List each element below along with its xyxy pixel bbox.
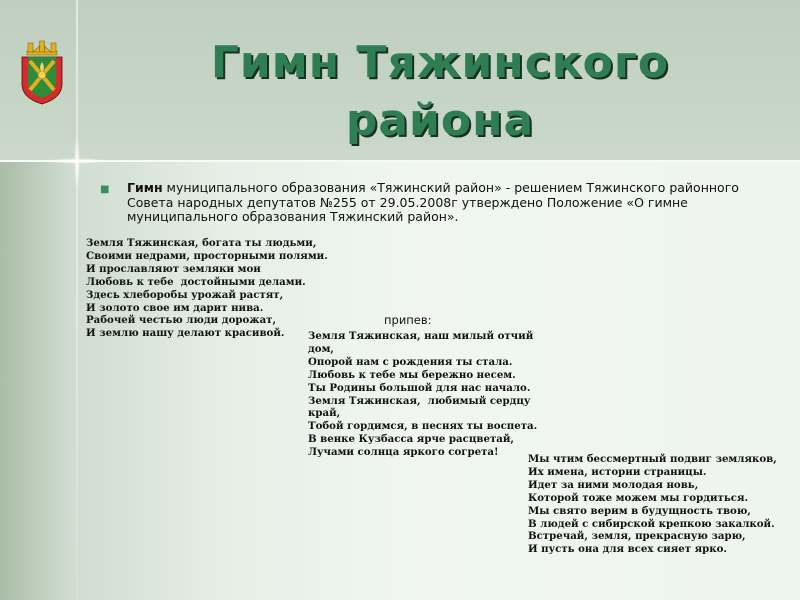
chorus-line: Любовь к тебе мы бережно несем. [308,368,516,381]
intro-body: муниципального образования «Тяжинский район» - решением Тяжинского районного Совета народных депутатов №255 от 29.05.2008г утверждено Положение «О гимне муниципального образования Тяжинский район». [127,180,739,224]
verse-2 [528,453,777,556]
verse-2-line: Мы чтим бессмертный подвиг земляков, [528,453,777,465]
coat-of-arms-icon [18,40,66,106]
verse-2-line: Идет за ними молодая новь, [528,478,699,491]
verse-1-line: И землю нашу делают красивой. [86,327,285,340]
chorus-line: край, [308,407,341,420]
decorative-vertical-line [76,0,78,600]
chorus-line: Земля Тяжинская, любимый сердцу [308,394,531,407]
verse-1-line: И золото свое им дарит нива. [86,301,264,314]
page-title [140,34,740,150]
chorus-line: Ты Родины большой для нас начало. [308,381,531,394]
verse-2-line: Их имена, истории страницы. [528,465,707,478]
verse-1-line: Рабочей честью люди дорожат, [86,314,277,327]
verse-1 [86,237,328,340]
verse-1-line: Здесь хлеборобы урожай растят, [86,288,284,301]
crown-icon [27,41,57,55]
verse-2-line: И пусть она для всех сияет ярко. [528,543,727,556]
chorus-line: дом, [308,342,334,355]
verse-1-line: И прославляют земляки мои [86,262,261,275]
verse-1-line: Своими недрами, просторными полями. [86,249,328,262]
chorus-line: Опорой нам с рождения ты стала. [308,355,513,368]
intro-bold-word: Гимн [127,180,163,195]
chorus-line: В венке Кузбасса ярче расцветай, [308,433,514,446]
chorus [308,330,537,459]
verse-1-line: Любовь к тебе достойными делами. [86,275,306,288]
verse-2-line: В людей с сибирской крепкою закалкой. [528,517,775,530]
decorative-spark-vertical [74,135,80,189]
title-line-2: района [345,95,535,146]
title-line-1: Гимн Тяжинского [210,37,670,88]
chorus-label: припев: [384,313,432,327]
verse-2-line: Встречай, земля, прекрасную зарю, [528,530,746,543]
verse-1-line: Земля Тяжинская, богата ты людьми, [86,237,317,249]
intro-text [127,181,767,225]
verse-2-line: Которой тоже можем мы гордиться. [528,491,749,504]
chorus-line: Земля Тяжинская, наш милый отчий [308,330,534,342]
verse-2-line: Мы свято верим в будущность твою, [528,504,751,517]
chorus-line: Тобой гордимся, в песнях ты воспета. [308,420,538,433]
chorus-line: Лучами солнца яркого согрета! [308,446,499,459]
bullet-square-icon: ■ [100,184,110,195]
